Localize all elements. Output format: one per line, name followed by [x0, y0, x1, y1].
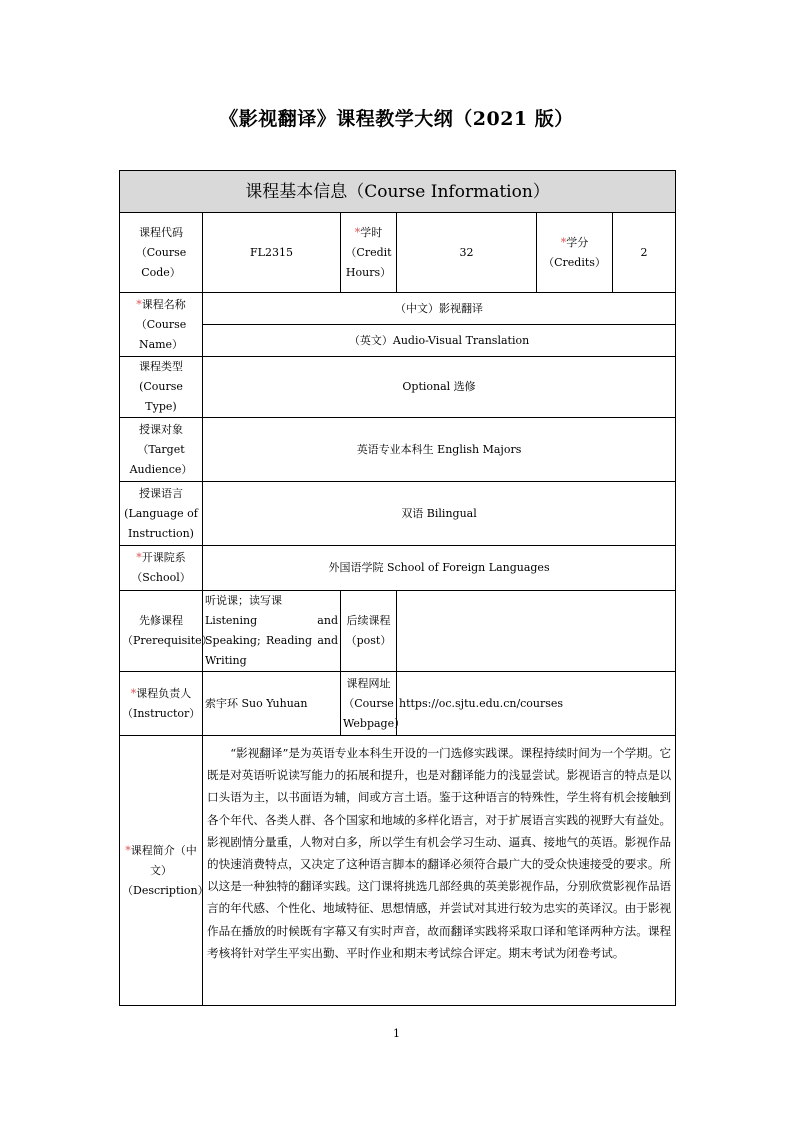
- prerequisite-label: 先修课程 （Prerequisite）: [120, 591, 203, 672]
- target-value: 英语专业本科生 English Majors: [203, 418, 676, 482]
- course-name-en: （英文）Audio-Visual Translation: [203, 325, 676, 357]
- school-label: *开课院系 （School）: [120, 546, 203, 591]
- table-header: 课程基本信息（Course Information）: [120, 171, 676, 213]
- credits-label: *学分 （Credits）: [537, 213, 613, 293]
- school-value: 外国语学院 School of Foreign Languages: [203, 546, 676, 591]
- course-type-value: Optional 选修: [203, 357, 676, 418]
- course-code-value: FL2315: [203, 213, 341, 293]
- instructor-label: *课程负责人 （Instructor）: [120, 672, 203, 736]
- post-value: [397, 591, 676, 672]
- course-name-label: *课程名称 （Course Name）: [120, 293, 203, 357]
- credit-hours-label: *学时 （Credit Hours）: [341, 213, 397, 293]
- course-info-table: [119, 170, 676, 1006]
- webpage-link[interactable]: https://oc.sjtu.edu.cn/courses: [397, 672, 676, 736]
- description-label: *课程简介（中文） （Description）: [120, 736, 203, 1006]
- target-label: 授课对象 （Target Audience）: [120, 418, 203, 482]
- description-text: “影视翻译”是为英语专业本科生开设的一门选修实践课。课程持续时间为一个学期。它既是对英语听说读写能力的拓展和提升，也是对翻译能力的浅显尝试。影视语言的特点是以口头语为主，以书面语为辅，间或方言土语。鉴于这种语言的特殊性，学生将有机会接触到各个年代、各类人群、各个国家和地域的多样化语言，对于扩展语言实践的视野大有益处。影视剧情分量重，人物对白多，所以学生有机会学习生动、逼真、接地气的英语。影视作品的快速消费特点，又决定了这种语言脚本的翻译必须符合最广大的受众快速接受的要求。所以这是一种独特的翻译实践。这门课将挑选几部经典的英美影视作品，分别欣赏影视作品语言的年代感、个性化、地域特征、思想情感，并尝试对其进行较为忠实的英译汉。由于影视作品在播放的时候既有字幕又有实时声音，故而翻译实践将采取口译和笔译两种方法。课程考核将针对学生平实出勤、平时作业和期末考试综合评定。期末考试为闭卷考试。: [203, 736, 676, 1006]
- course-type-label: 课程类型 (Course Type): [120, 357, 203, 418]
- instructor-value: 索宇环 Suo Yuhuan: [203, 672, 341, 736]
- credit-hours-value: 32: [397, 213, 537, 293]
- page-number: 1: [393, 1027, 400, 1040]
- webpage-label: 课程网址 （Course Webpage）: [341, 672, 397, 736]
- course-code-label: 课程代码 （Course Code）: [120, 213, 203, 293]
- language-label: 授课语言 (Language of Instruction): [120, 482, 203, 546]
- post-label: 后续课程 （post）: [341, 591, 397, 672]
- language-value: 双语 Bilingual: [203, 482, 676, 546]
- prerequisite-value: 听说课；读写课 Listening and Speaking; Reading and Writing: [203, 591, 341, 672]
- credits-value: 2: [613, 213, 676, 293]
- course-name-cn: （中文）影视翻译: [203, 293, 676, 325]
- document-title: 《影视翻译》课程教学大纲（2021 版）: [219, 108, 574, 130]
